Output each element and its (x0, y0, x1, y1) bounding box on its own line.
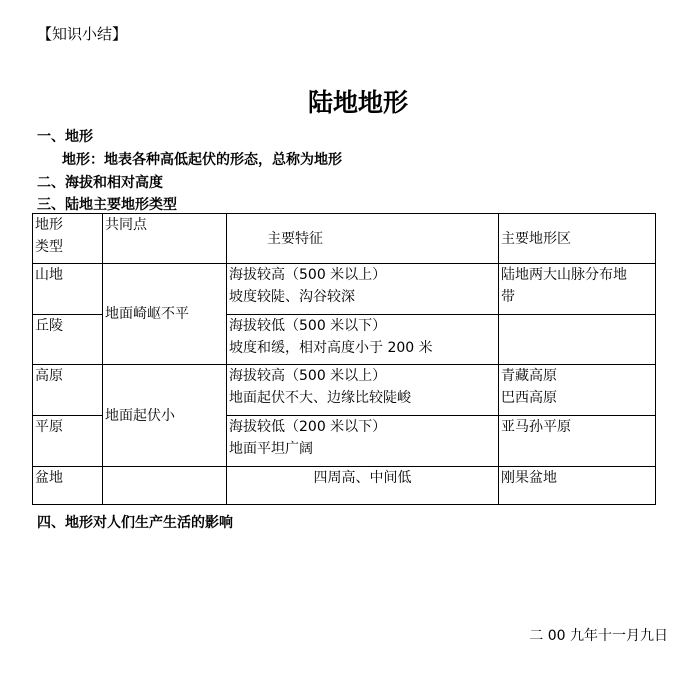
type-cell: 高原 (33, 365, 103, 416)
header-regions-label: 主要地形区 (501, 230, 571, 247)
features-cell (227, 467, 499, 505)
feature-line: 海拔较低（200 米以下） (229, 419, 387, 435)
region-line: 带 (501, 289, 515, 305)
region-line: 刚果盆地 (501, 470, 557, 486)
features-cell (227, 264, 499, 315)
feature-line: 地面起伏不大、边缘比较陡峻 (229, 390, 411, 406)
type-cell: 平原 (33, 416, 103, 467)
feature-line: 坡度和缓，相对高度小于 200 米 (229, 340, 433, 356)
header-type-line2: 类型 (35, 239, 63, 255)
regions-cell (499, 365, 656, 416)
region-line: 巴西高原 (501, 390, 557, 406)
features-cell (227, 365, 499, 416)
region-line: 陆地两大山脉分布地 (501, 267, 627, 283)
features-cell (227, 416, 499, 467)
table-row (33, 264, 656, 315)
feature-line: 地面平坦广阔 (229, 441, 313, 457)
section-2-heading: 二、海拔和相对高度 (37, 175, 163, 191)
terrain-definition: 地形：地表各种高低起伏的形态，总称为地形 (62, 152, 342, 168)
type-cell: 盆地 (33, 467, 103, 505)
section-3-heading: 三、陆地主要地形类型 (37, 197, 177, 213)
region-line: 青藏高原 (501, 368, 557, 384)
feature-line: 坡度较陡、沟谷较深 (229, 289, 355, 305)
type-cell: 山地 (33, 264, 103, 315)
header-common (103, 214, 227, 264)
date-stamp: 二 00 九年十一月九日 (529, 628, 668, 644)
header-type (33, 214, 103, 264)
common-cell (103, 467, 227, 505)
common-cell: 地面起伏小 (103, 365, 227, 467)
header-features-label: 主要特征 (267, 230, 323, 247)
feature-line: 海拔较低（500 米以下） (229, 318, 387, 334)
features-cell (227, 315, 499, 365)
regions-cell (499, 264, 656, 315)
header-features (227, 214, 499, 264)
common-cell: 地面崎岖不平 (103, 264, 227, 365)
header-common-label: 共同点 (105, 217, 147, 233)
section-4-heading: 四、地形对人们生产生活的影响 (37, 515, 233, 531)
table-header-row (33, 214, 656, 264)
feature-line: 海拔较高（500 米以上） (229, 267, 387, 283)
type-cell: 丘陵 (33, 315, 103, 365)
feature-line: 海拔较高（500 米以上） (229, 368, 387, 384)
table-row (33, 365, 656, 416)
regions-cell (499, 315, 656, 365)
header-type-line1: 地形 (35, 217, 63, 233)
header-regions (499, 214, 656, 264)
regions-cell (499, 416, 656, 467)
page-title: 陆地地形 (307, 88, 408, 117)
section-1-heading: 一、地形 (37, 129, 93, 145)
region-line: 亚马孙平原 (501, 419, 571, 435)
table-row (33, 467, 656, 505)
terrain-types-table (32, 213, 656, 505)
regions-cell (499, 467, 656, 505)
feature-line: 四周高、中间低 (313, 470, 412, 486)
summary-label: 【知识小结】 (37, 25, 128, 43)
